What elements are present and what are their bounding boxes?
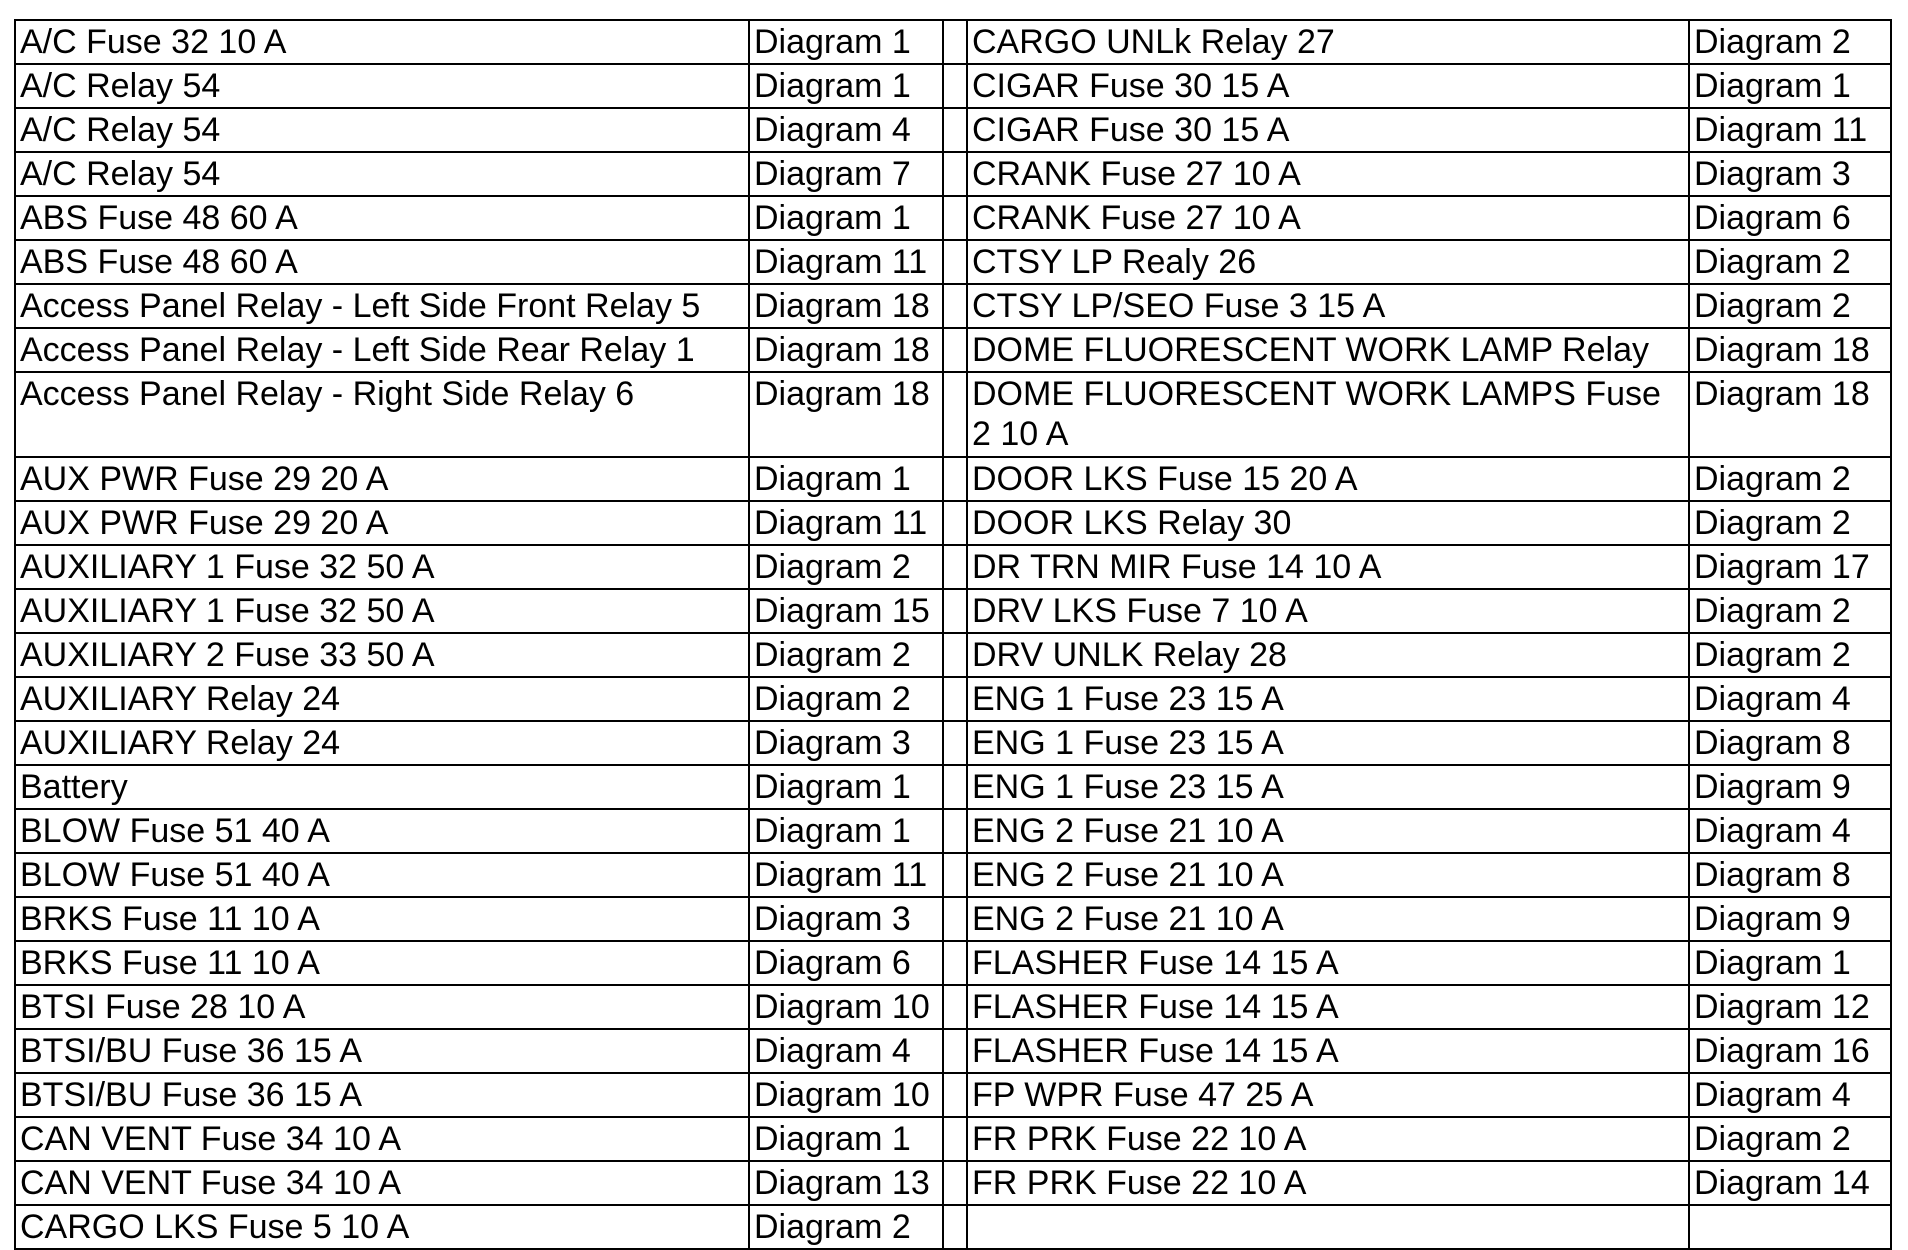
left-diagram-ref-cell: Diagram 3	[749, 897, 943, 941]
table-row	[15, 941, 1891, 985]
table-row	[15, 809, 1891, 853]
left-diagram-ref-cell: Diagram 1	[749, 809, 943, 853]
table-row	[15, 501, 1891, 545]
right-component-cell: DR TRN MIR Fuse 14 10 A	[967, 545, 1689, 589]
right-component-cell: FLASHER Fuse 14 15 A	[967, 985, 1689, 1029]
column-gap	[943, 853, 967, 897]
left-component-cell: CAN VENT Fuse 34 10 A	[15, 1161, 749, 1205]
column-gap	[943, 108, 967, 152]
column-gap	[943, 196, 967, 240]
column-gap	[943, 152, 967, 196]
left-diagram-ref-cell: Diagram 1	[749, 765, 943, 809]
column-gap	[943, 897, 967, 941]
left-component-cell: BTSI Fuse 28 10 A	[15, 985, 749, 1029]
column-gap	[943, 721, 967, 765]
left-component-cell: AUX PWR Fuse 29 20 A	[15, 501, 749, 545]
right-diagram-ref-cell: Diagram 9	[1689, 765, 1891, 809]
left-diagram-ref-cell: Diagram 18	[749, 284, 943, 328]
right-diagram-ref-cell: Diagram 4	[1689, 809, 1891, 853]
column-gap	[943, 284, 967, 328]
table-row	[15, 1117, 1891, 1161]
right-diagram-ref-cell: Diagram 18	[1689, 372, 1891, 457]
right-diagram-ref-cell: Diagram 2	[1689, 240, 1891, 284]
left-diagram-ref-cell: Diagram 1	[749, 457, 943, 501]
right-component-cell: ENG 2 Fuse 21 10 A	[967, 853, 1689, 897]
right-diagram-ref-cell: Diagram 8	[1689, 853, 1891, 897]
right-component-cell: ENG 1 Fuse 23 15 A	[967, 677, 1689, 721]
table-row	[15, 152, 1891, 196]
left-diagram-ref-cell: Diagram 2	[749, 677, 943, 721]
left-component-cell: BRKS Fuse 11 10 A	[15, 897, 749, 941]
table-row	[15, 372, 1891, 457]
left-diagram-ref-cell: Diagram 11	[749, 853, 943, 897]
right-diagram-ref-cell: Diagram 2	[1689, 20, 1891, 64]
left-component-cell: A/C Relay 54	[15, 152, 749, 196]
left-diagram-ref-cell: Diagram 1	[749, 1117, 943, 1161]
right-diagram-ref-cell: Diagram 2	[1689, 589, 1891, 633]
left-component-cell: AUXILIARY 1 Fuse 32 50 A	[15, 589, 749, 633]
table-row	[15, 721, 1891, 765]
left-diagram-ref-cell: Diagram 6	[749, 941, 943, 985]
table-row	[15, 545, 1891, 589]
left-diagram-ref-cell: Diagram 4	[749, 108, 943, 152]
table-row	[15, 64, 1891, 108]
column-gap	[943, 20, 967, 64]
right-diagram-ref-cell: Diagram 4	[1689, 677, 1891, 721]
column-gap	[943, 1205, 967, 1249]
left-diagram-ref-cell: Diagram 2	[749, 545, 943, 589]
left-component-cell: AUXILIARY Relay 24	[15, 677, 749, 721]
column-gap	[943, 589, 967, 633]
left-diagram-ref-cell: Diagram 11	[749, 240, 943, 284]
column-gap	[943, 240, 967, 284]
left-diagram-ref-cell: Diagram 4	[749, 1029, 943, 1073]
column-gap	[943, 372, 967, 457]
right-diagram-ref-cell: Diagram 2	[1689, 284, 1891, 328]
left-diagram-ref-cell: Diagram 7	[749, 152, 943, 196]
right-component-cell: FP WPR Fuse 47 25 A	[967, 1073, 1689, 1117]
table-row	[15, 589, 1891, 633]
table-row	[15, 633, 1891, 677]
table-row	[15, 457, 1891, 501]
table-row	[15, 20, 1891, 64]
right-diagram-ref-cell: Diagram 17	[1689, 545, 1891, 589]
right-diagram-ref-cell: Diagram 3	[1689, 152, 1891, 196]
fuse-relay-index-table	[14, 19, 1892, 1250]
left-component-cell: AUXILIARY 1 Fuse 32 50 A	[15, 545, 749, 589]
right-diagram-ref-cell: Diagram 14	[1689, 1161, 1891, 1205]
column-gap	[943, 677, 967, 721]
right-diagram-ref-cell: Diagram 1	[1689, 941, 1891, 985]
table-row	[15, 1161, 1891, 1205]
left-diagram-ref-cell: Diagram 10	[749, 1073, 943, 1117]
right-diagram-ref-cell: Diagram 11	[1689, 108, 1891, 152]
right-component-cell	[967, 1205, 1689, 1249]
right-component-cell: ENG 2 Fuse 21 10 A	[967, 809, 1689, 853]
left-diagram-ref-cell: Diagram 2	[749, 633, 943, 677]
right-diagram-ref-cell: Diagram 16	[1689, 1029, 1891, 1073]
right-component-cell: DRV LKS Fuse 7 10 A	[967, 589, 1689, 633]
column-gap	[943, 1073, 967, 1117]
right-diagram-ref-cell: Diagram 2	[1689, 457, 1891, 501]
right-component-cell: FLASHER Fuse 14 15 A	[967, 941, 1689, 985]
left-component-cell: CARGO LKS Fuse 5 10 A	[15, 1205, 749, 1249]
column-gap	[943, 1117, 967, 1161]
right-diagram-ref-cell: Diagram 1	[1689, 64, 1891, 108]
table-row	[15, 196, 1891, 240]
index-table-body	[15, 20, 1891, 1249]
left-component-cell: Battery	[15, 765, 749, 809]
table-row	[15, 1205, 1891, 1249]
right-component-cell: ENG 1 Fuse 23 15 A	[967, 721, 1689, 765]
right-component-cell: CARGO UNLk Relay 27	[967, 20, 1689, 64]
column-gap	[943, 809, 967, 853]
left-component-cell: A/C Relay 54	[15, 108, 749, 152]
column-gap	[943, 545, 967, 589]
right-component-cell: ENG 2 Fuse 21 10 A	[967, 897, 1689, 941]
left-diagram-ref-cell: Diagram 3	[749, 721, 943, 765]
table-row	[15, 328, 1891, 372]
left-diagram-ref-cell: Diagram 1	[749, 64, 943, 108]
right-diagram-ref-cell	[1689, 1205, 1891, 1249]
left-component-cell: BLOW Fuse 51 40 A	[15, 809, 749, 853]
table-row	[15, 897, 1891, 941]
table-row	[15, 985, 1891, 1029]
right-component-cell: FR PRK Fuse 22 10 A	[967, 1117, 1689, 1161]
right-diagram-ref-cell: Diagram 2	[1689, 501, 1891, 545]
column-gap	[943, 64, 967, 108]
left-diagram-ref-cell: Diagram 11	[749, 501, 943, 545]
column-gap	[943, 328, 967, 372]
table-row	[15, 240, 1891, 284]
left-component-cell: A/C Fuse 32 10 A	[15, 20, 749, 64]
column-gap	[943, 1161, 967, 1205]
left-component-cell: BLOW Fuse 51 40 A	[15, 853, 749, 897]
column-gap	[943, 941, 967, 985]
table-row	[15, 284, 1891, 328]
right-component-cell: DOOR LKS Fuse 15 20 A	[967, 457, 1689, 501]
left-diagram-ref-cell: Diagram 13	[749, 1161, 943, 1205]
left-component-cell: AUXILIARY Relay 24	[15, 721, 749, 765]
left-component-cell: Access Panel Relay - Left Side Rear Relay 1	[15, 328, 749, 372]
column-gap	[943, 985, 967, 1029]
left-component-cell: Access Panel Relay - Right Side Relay 6	[15, 372, 749, 457]
table-row	[15, 1029, 1891, 1073]
right-diagram-ref-cell: Diagram 18	[1689, 328, 1891, 372]
left-diagram-ref-cell: Diagram 15	[749, 589, 943, 633]
right-diagram-ref-cell: Diagram 6	[1689, 196, 1891, 240]
left-component-cell: Access Panel Relay - Left Side Front Relay 5	[15, 284, 749, 328]
table-row	[15, 765, 1891, 809]
right-diagram-ref-cell: Diagram 4	[1689, 1073, 1891, 1117]
left-component-cell: BTSI/BU Fuse 36 15 A	[15, 1029, 749, 1073]
left-component-cell: AUXILIARY 2 Fuse 33 50 A	[15, 633, 749, 677]
right-diagram-ref-cell: Diagram 12	[1689, 985, 1891, 1029]
column-gap	[943, 457, 967, 501]
left-component-cell: AUX PWR Fuse 29 20 A	[15, 457, 749, 501]
right-diagram-ref-cell: Diagram 8	[1689, 721, 1891, 765]
right-diagram-ref-cell: Diagram 9	[1689, 897, 1891, 941]
right-component-cell: FR PRK Fuse 22 10 A	[967, 1161, 1689, 1205]
left-diagram-ref-cell: Diagram 1	[749, 196, 943, 240]
table-row	[15, 108, 1891, 152]
right-component-cell: CTSY LP/SEO Fuse 3 15 A	[967, 284, 1689, 328]
table-row	[15, 853, 1891, 897]
table-row	[15, 677, 1891, 721]
left-component-cell: A/C Relay 54	[15, 64, 749, 108]
column-gap	[943, 501, 967, 545]
right-component-cell: CRANK Fuse 27 10 A	[967, 152, 1689, 196]
right-component-cell: DOOR LKS Relay 30	[967, 501, 1689, 545]
index-page	[14, 19, 1892, 1250]
left-component-cell: CAN VENT Fuse 34 10 A	[15, 1117, 749, 1161]
column-gap	[943, 633, 967, 677]
left-diagram-ref-cell: Diagram 2	[749, 1205, 943, 1249]
left-diagram-ref-cell: Diagram 1	[749, 20, 943, 64]
left-component-cell: BTSI/BU Fuse 36 15 A	[15, 1073, 749, 1117]
right-component-cell: FLASHER Fuse 14 15 A	[967, 1029, 1689, 1073]
right-component-cell: CIGAR Fuse 30 15 A	[967, 64, 1689, 108]
left-component-cell: BRKS Fuse 11 10 A	[15, 941, 749, 985]
right-diagram-ref-cell: Diagram 2	[1689, 633, 1891, 677]
table-row	[15, 1073, 1891, 1117]
right-component-cell: DOME FLUORESCENT WORK LAMP Relay	[967, 328, 1689, 372]
left-diagram-ref-cell: Diagram 18	[749, 372, 943, 457]
right-component-cell: CIGAR Fuse 30 15 A	[967, 108, 1689, 152]
right-component-cell: ENG 1 Fuse 23 15 A	[967, 765, 1689, 809]
right-component-cell: DRV UNLK Relay 28	[967, 633, 1689, 677]
column-gap	[943, 765, 967, 809]
column-gap	[943, 1029, 967, 1073]
right-component-cell: CRANK Fuse 27 10 A	[967, 196, 1689, 240]
left-component-cell: ABS Fuse 48 60 A	[15, 240, 749, 284]
left-diagram-ref-cell: Diagram 18	[749, 328, 943, 372]
left-diagram-ref-cell: Diagram 10	[749, 985, 943, 1029]
right-component-cell: CTSY LP Realy 26	[967, 240, 1689, 284]
right-diagram-ref-cell: Diagram 2	[1689, 1117, 1891, 1161]
left-component-cell: ABS Fuse 48 60 A	[15, 196, 749, 240]
right-component-cell: DOME FLUORESCENT WORK LAMPS Fuse 2 10 A	[967, 372, 1689, 457]
